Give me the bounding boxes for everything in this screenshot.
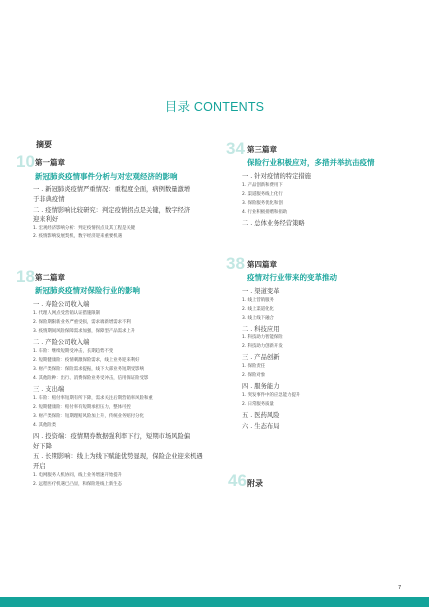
contents-title: 目录 CONTENTS — [164, 100, 265, 114]
toc-section-item[interactable]: 二 . 总体业务经营策略 — [242, 219, 305, 227]
toc-subsection-item[interactable]: 2. 日常服务质量 — [242, 401, 274, 407]
toc-subsection-item[interactable]: 1. 保险责任 — [242, 364, 266, 370]
toc-subsection-item[interactable]: 1. 车险：赔付率短期有所下降，需求关注后期营销率风险和重 — [33, 395, 153, 401]
ch1-label[interactable]: 第一篇章 — [35, 158, 65, 167]
toc-section-item[interactable]: 五 . 医药风险 — [242, 411, 280, 419]
ch3-title[interactable]: 保险行业积极应对，多措并举抗击疫情 — [247, 158, 375, 167]
toc-subsection-item[interactable]: 3. 财产类保险：保险需求提振，线下大部业务短期受影响 — [33, 366, 144, 372]
toc-subsection-item[interactable]: 1. 线上营销服务 — [242, 297, 274, 303]
toc-subsection-item[interactable]: 1. 电网服务人机协同，线上业务增速开始提升 — [33, 472, 123, 478]
toc-section-item[interactable]: 好下降 — [33, 442, 52, 450]
ch3-label[interactable]: 第三篇章 — [247, 145, 277, 154]
toc-subsection-item[interactable]: 3. 财产类保险：短期理赔风险加上升，传统业务赔付分化 — [33, 414, 144, 419]
toc-section-item[interactable]: 四 . 服务能力 — [242, 383, 280, 391]
abstract-entry[interactable]: 摘要 — [36, 140, 52, 149]
ch2-number: 18 — [16, 267, 35, 286]
toc-subsection-item[interactable]: 2. 保险期限新业务严重受损，需求端新增需求不利 — [33, 319, 131, 325]
toc-section-item[interactable]: 三 . 产品创新 — [242, 354, 280, 362]
toc-subsection-item[interactable]: 2. 短期健康险：赔付率有短期承担压力，整体可控 — [33, 404, 131, 410]
toc-subsection-item[interactable]: 2. 保险对象 — [242, 373, 266, 379]
toc-subsection-item[interactable]: 2. 疫情影响发展契机，数字经济迎来重要机遇 — [33, 234, 123, 240]
toc-subsection-item[interactable]: 1. 科技助力智能保险 — [242, 335, 283, 341]
toc-section-item[interactable]: 二 . 科技应用 — [242, 325, 280, 333]
toc-subsection-item[interactable]: 1. 代理人网点受营销认证措施限制 — [33, 310, 101, 316]
appendix-label[interactable]: 附录 — [247, 479, 263, 488]
toc-section-item[interactable]: 五 . 长期影响：线上为线下赋能优势显现，保险企业迎来机遇 — [33, 453, 203, 461]
toc-subsection-item[interactable]: 1. 宏观经济影响分析：判定疫情拐点及其工程是关键 — [33, 226, 136, 231]
toc-section-item[interactable]: 于非典疫情 — [33, 195, 65, 203]
bottom-accent-bar — [0, 597, 429, 607]
toc-subsection-item[interactable]: 3. 保险服务优化和创 — [242, 200, 283, 206]
toc-section-item[interactable]: 六 . 生态布局 — [242, 422, 280, 430]
ch4-label[interactable]: 第四篇章 — [247, 260, 277, 269]
ch2-title[interactable]: 新冠肺炎疫情对保险行业的影响 — [35, 286, 140, 295]
toc-subsection-item[interactable]: 3. 疫情期间风险保障需求加强，保障型产品需求上升 — [33, 328, 136, 334]
ch1-number: 10 — [16, 152, 35, 171]
toc-section-item[interactable]: 迎来利好 — [33, 216, 59, 223]
toc-subsection-item[interactable]: 2. 科技助力创新开发 — [242, 344, 283, 350]
toc-subsection-item[interactable]: 4. 其他险种：出行、消费保险业务受冲击，信用保证险受影 — [33, 376, 149, 381]
page-number: 7 — [398, 585, 402, 591]
toc-subsection-item[interactable]: 2. 线上渠道化化 — [242, 306, 274, 312]
toc-subsection-item[interactable]: 4. 其他险类 — [33, 423, 57, 429]
toc-subsection-item[interactable]: 2. 短期健康险：疫情刺激保险需求，线上业务迎来利好 — [33, 357, 140, 363]
toc-subsection-item[interactable]: 3. 线上线下融合 — [242, 315, 274, 321]
toc-section-item[interactable]: 一 . 新冠肺炎疫情严重情况：重程度全面，病例数量激增 — [33, 186, 191, 193]
toc-section-item[interactable]: 四 . 投资端：疫情期券数据强利率下行，短期市场风险偏 — [33, 433, 191, 441]
toc-section-item[interactable]: 三 . 支出端 — [33, 386, 65, 394]
appendix-number: 46 — [228, 471, 247, 490]
toc-subsection-item[interactable]: 1. 车险：继续短期受冲击，长期趋势不变 — [33, 348, 114, 354]
toc-section-item[interactable]: 二 . 产险公司收入端 — [33, 339, 90, 346]
toc-section-item[interactable]: 开启 — [33, 462, 46, 470]
toc-section-item[interactable]: 一 . 寿险公司收入端 — [33, 301, 90, 308]
toc-subsection-item[interactable]: 2. 远程医疗机遇已凸显，和保险进线上新生态 — [33, 481, 123, 487]
toc-subsection-item[interactable]: 1. 产品创新和费用下 — [242, 182, 283, 188]
toc-subsection-item[interactable]: 1. 突发事件中的应急能力提升 — [242, 392, 301, 398]
ch4-title[interactable]: 疫情对行业带来的变革推动 — [247, 273, 337, 282]
toc-subsection-item[interactable]: 2. 渠道服务线上化行 — [242, 191, 283, 197]
ch4-number: 38 — [226, 254, 245, 273]
ch3-number: 34 — [226, 139, 245, 158]
toc-section-item[interactable]: 二 . 疫情影响比较研究：判定疫情拐点是关键，数字经济 — [33, 206, 191, 214]
toc-section-item[interactable]: 一 . 渠道变革 — [242, 288, 280, 295]
ch1-title[interactable]: 新冠肺炎疫情事件分析与对宏观经济的影响 — [35, 172, 178, 181]
ch2-label[interactable]: 第二篇章 — [35, 273, 65, 282]
toc-section-item[interactable]: 一 . 针对疫情的特定措施 — [242, 173, 311, 180]
toc-subsection-item[interactable]: 4. 行业积极捐赠和捐助 — [242, 209, 288, 215]
